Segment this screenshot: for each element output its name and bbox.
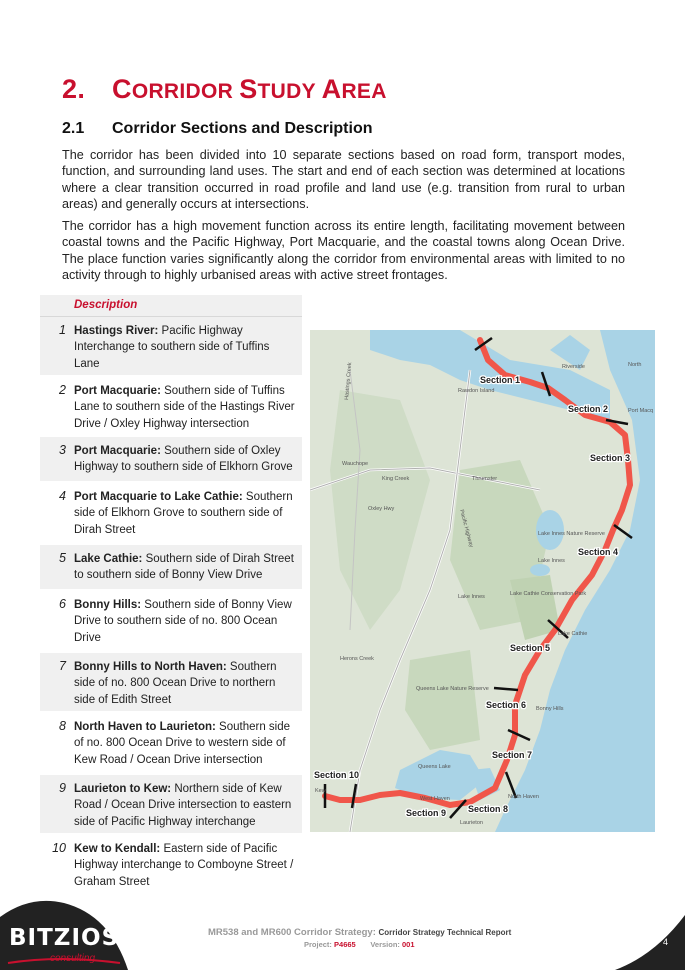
table-header-description: Description <box>74 299 138 311</box>
section-label: Section 4 <box>578 547 619 557</box>
table-row: 1 Hastings River: Pacific Highway Interchange to southern side of Tuffins Lane <box>40 317 302 377</box>
table-header <box>40 295 302 317</box>
sections-table <box>40 295 302 895</box>
svg-text:Kew: Kew <box>315 788 326 794</box>
paragraph: The corridor has been divided into 10 separate sections based on road form, transport modes, function, and surrounding land uses. The start and end of each section was determined at locations where a clear transition occurred in road profile and land use (e.g. transition from rural to urban areas) and generally occurs at intersections. <box>62 148 625 211</box>
table-row: 2 Port Macquarie: Southern side of Tuffins Lane to southern side of the Hastings River Drive / Oxley Highway intersection <box>40 377 302 437</box>
footer-doc-title: MR538 and MR600 Corridor Strategy: Corridor Strategy Technical Report <box>208 927 512 938</box>
section-label: Section 5 <box>510 643 551 653</box>
svg-text:Thrumster: Thrumster <box>472 476 498 482</box>
section-label: Section 6 <box>486 700 527 710</box>
table-row: 10 Kew to Kendall: Eastern side of Pacific Highway interchange to Comboyne Street / Graham Street <box>40 835 302 895</box>
section-label: Section 1 <box>480 375 521 385</box>
table-row: 4 Port Macquarie to Lake Cathie: Southern side of Elkhorn Grove to southern side of Dirah Street <box>40 483 302 545</box>
svg-text:Laurieton: Laurieton <box>460 820 483 826</box>
svg-text:Oxley Hwy: Oxley Hwy <box>368 506 395 512</box>
subsection-title: Corridor Sections and Description <box>112 120 373 137</box>
svg-text:Pacific Highway: Pacific Highway <box>458 508 474 549</box>
svg-text:Hastings Creek: Hastings Creek <box>344 362 354 401</box>
section-heading: 2. CORRIDOR STUDY AREA <box>62 74 387 104</box>
svg-text:North Haven: North Haven <box>508 794 539 800</box>
section-label: Section 9 <box>406 808 447 818</box>
table-row: 5 Lake Cathie: Southern side of Dirah Street to southern side of Bonny View Drive <box>40 545 302 591</box>
section-label: Section 10 <box>314 770 360 780</box>
section-label: Section 7 <box>492 750 533 760</box>
svg-text:Lake Innes: Lake Innes <box>458 594 485 600</box>
company-logo: BITZIOS <box>9 925 120 951</box>
svg-text:Port Macq: Port Macq <box>628 408 654 414</box>
subsection-number: 2.1 <box>62 120 85 137</box>
section-label: Section 3 <box>590 453 631 463</box>
subsection-heading <box>62 120 372 138</box>
page-number: 4 <box>663 937 669 947</box>
section-label: Section 8 <box>468 804 509 814</box>
svg-text:Queens Lake: Queens Lake <box>418 764 451 770</box>
svg-text:Lake Innes Nature Reserve: Lake Innes Nature Reserve <box>538 531 605 537</box>
svg-text:Queens Lake Nature Reserve: Queens Lake Nature Reserve <box>416 686 489 692</box>
map-graphic <box>310 330 655 832</box>
section-label: Section 2 <box>568 404 609 414</box>
table-row: 3 Port Macquarie: Southern side of Oxley Highway to southern side of Elkhorn Grove <box>40 437 302 483</box>
section-number: 2. <box>62 74 86 104</box>
svg-text:King Creek: King Creek <box>382 476 410 482</box>
footer-project-info: Project: P4665 Version: 001 <box>304 940 415 949</box>
table-row: 6 Bonny Hills: Southern side of Bonny View Drive to southern side of no. 800 Ocean Drive <box>40 591 302 653</box>
svg-text:Bonny Hills: Bonny Hills <box>536 706 564 712</box>
logo-subtitle: consulting <box>50 953 96 964</box>
table-row: 9 Laurieton to Kew: Northern side of Kew Road / Ocean Drive intersection to eastern side of Pacific Highway interchange <box>40 775 302 835</box>
table-row: 7 Bonny Hills to North Haven: Southern side of no. 800 Ocean Drive to northern side of Edith Street <box>40 653 302 713</box>
svg-text:Rawdon Island: Rawdon Island <box>458 388 495 394</box>
corridor-map <box>310 330 655 832</box>
paragraph: The corridor has a high movement function across its entire length, facilitating movement between coastal towns and the Pacific Highway, Port Macquarie, and the coastal towns along Ocean Drive. The place function varies significantly along the corridor from environmental areas with limited to no activity through to highly urbanised areas with active street frontages. <box>62 219 625 282</box>
svg-text:Riverside: Riverside <box>562 364 585 370</box>
svg-text:Lake Cathie: Lake Cathie <box>558 631 588 637</box>
svg-text:North: North <box>628 362 642 368</box>
table-row: 8 North Haven to Laurieton: Southern side of no. 800 Ocean Drive to western side of Kew Road / Ocean Drive intersection <box>40 713 302 775</box>
svg-text:Lake Cathie Conservation Park: Lake Cathie Conservation Park <box>510 591 587 597</box>
svg-text:Wauchope: Wauchope <box>342 461 369 467</box>
svg-text:Lake Innes: Lake Innes <box>538 558 565 564</box>
svg-text:West Haven: West Haven <box>420 796 450 802</box>
page-corner-shape <box>615 915 685 970</box>
svg-text:Herons Creek: Herons Creek <box>340 656 374 662</box>
